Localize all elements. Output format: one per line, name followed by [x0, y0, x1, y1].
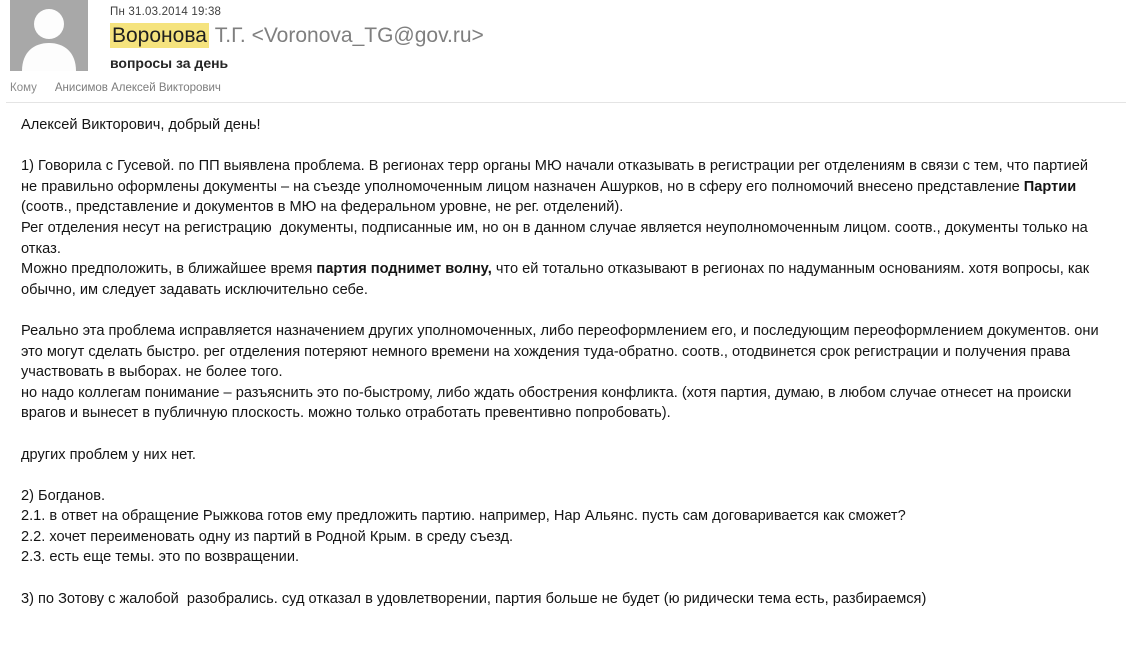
body-line: Рег отделения несут на регистрацию документы, подписанные им, но он в данном случае является неуполномоченным лицом. соотв., документы только на	[21, 219, 1088, 236]
body-line: 1) Говорила с Гусевой. по ПП выявлена проблема. В регионах терр органы МЮ начали отказывать в регистрации рег отделениям в связи с тем, что партией	[21, 158, 1088, 175]
body-line	[21, 465, 1118, 486]
body-line: Реально эта проблема исправляется назначением других уполномоченных, либо переоформлением его, и последующим переоформлением документов. они	[21, 322, 1099, 339]
subject: вопросы за день	[110, 55, 229, 71]
message-date: Пн 31.03.2014 19:38	[110, 6, 222, 18]
body-line	[21, 300, 1118, 321]
sender-line[interactable]	[110, 22, 484, 50]
header-divider	[6, 102, 1126, 103]
body-line: обычно, им следует задавать исключительно себе.	[21, 281, 368, 298]
body-line: 2.3. есть еще темы. это по возвращении.	[21, 549, 300, 566]
person-silhouette-icon	[10, 0, 88, 71]
body-line	[21, 424, 1118, 445]
body-line: Алексей Викторович, добрый день!	[21, 117, 261, 133]
to-line	[10, 82, 221, 94]
body-line: (соотв., представление и документов в МЮ на федеральном уровне, не рег. отделений).	[21, 199, 624, 216]
recipient-name[interactable]: Анисимов Алексей Викторович	[54, 82, 221, 94]
body-line: 2.2. хочет переименовать одну из партий в Родной Крым. в среду съезд.	[21, 528, 514, 545]
body-line: отказ.	[21, 240, 61, 257]
body-line: других проблем у них нет.	[21, 446, 196, 463]
body-line: не правильно оформлены документы – на съезде уполномоченным лицом назначен Ашурков, но в сферу его полномочий внесено представление Партии	[21, 178, 1077, 195]
body-line	[21, 136, 1118, 157]
sender-avatar[interactable]	[10, 0, 88, 71]
body-line: 3) по Зотову с жалобой разобрались. суд отказал в удовлетворении, партия больше не будет (ю ридически тема есть, разбираемся)	[21, 590, 927, 607]
sender-email[interactable]: Т.Г. <Voronova_TG@gov.ru>	[208, 24, 484, 47]
body-line: это могут сделать быстро. рег отделения потеряют немного времени на хождения туда-обратно. соотв., отодвинется срок регистрации и получения права	[21, 343, 1071, 360]
body-line: Можно предположить, в ближайшее время партия поднимет волну, что ей тотально отказывают в регионах по надуманным основаниям. хотя вопросы, как	[21, 261, 1090, 278]
email-body	[0, 104, 1126, 609]
to-label: Кому	[10, 82, 37, 94]
body-line: участвовать в выборах. не более того.	[21, 364, 283, 381]
body-line: 2) Богданов.	[21, 487, 106, 504]
body-line: но надо коллегам понимание – разъяснить это по-быстрому, либо ждать обострения конфликта. (хотя партия, думаю, в любом случае отнесет на происки	[21, 384, 1072, 401]
message-header	[0, 0, 1126, 104]
sender-name-highlighted[interactable]: Воронова	[112, 24, 207, 47]
body-line: врагов и вынесет в публичную плоскость. можно только отработать превентивно попробовать).	[21, 405, 671, 422]
body-line	[21, 568, 1118, 589]
body-line: 2.1. в ответ на обращение Рыжкова готов ему предложить партию. например, Нар Альянс. пусть сам договаривается как сможет?	[21, 508, 906, 525]
